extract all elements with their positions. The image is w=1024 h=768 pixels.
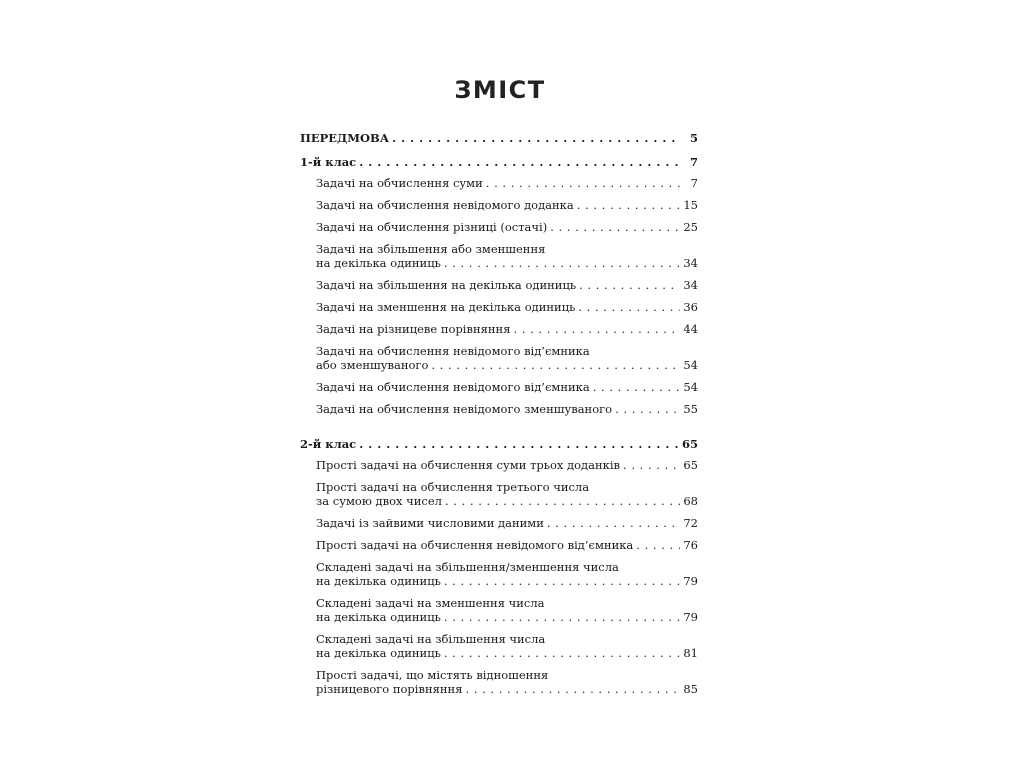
toc-leader-dots <box>465 682 680 696</box>
toc-entry <box>300 380 698 394</box>
toc-page-number: 54 <box>683 380 698 394</box>
toc-entry-text: Задачі на обчислення різниці (остачі) <box>316 220 548 234</box>
toc-entry <box>300 300 698 314</box>
toc-page-number: 65 <box>681 437 698 451</box>
toc-entry <box>300 668 698 696</box>
toc-entry-text: Складені задачі на зменшення числа <box>316 596 545 610</box>
toc-entry-text: Задачі на обчислення невідомого зменшуваного <box>316 402 613 416</box>
toc-leader-dots <box>615 402 680 416</box>
toc-section-title: 1-й клас <box>300 155 357 169</box>
toc-section-title: ПЕРЕДМОВА <box>300 131 390 145</box>
toc-entry <box>300 220 698 234</box>
toc-page-number: 36 <box>683 300 698 314</box>
toc-page-number: 79 <box>683 610 698 624</box>
toc-page-number: 76 <box>683 538 698 552</box>
toc-page-number: 68 <box>683 494 698 508</box>
toc-leader-dots <box>550 220 680 234</box>
toc-entry <box>300 458 698 472</box>
toc-entry-text: різницевого порівняння <box>316 682 463 696</box>
toc-entry <box>300 242 698 270</box>
toc-leader-dots <box>445 494 680 508</box>
toc-leader-dots <box>623 458 680 472</box>
toc-entry <box>300 632 698 660</box>
toc-entry-text: на декілька одиниць <box>316 646 441 660</box>
toc-leader-dots <box>579 278 680 292</box>
toc-page-number: 85 <box>683 682 698 696</box>
toc-entry-text: Задачі на різницеве порівняння <box>316 322 511 336</box>
toc-leader-dots <box>513 322 680 336</box>
toc-page-number: 5 <box>689 131 698 145</box>
toc-entry-text: або зменшуваного <box>316 358 429 372</box>
toc-page-number: 55 <box>683 402 698 416</box>
toc-entry <box>300 560 698 588</box>
toc-entry-text: на декілька одиниць <box>316 610 441 624</box>
toc-entry-text: Прості задачі на обчислення третього числа <box>316 480 590 494</box>
toc-page-number: 81 <box>683 646 698 660</box>
toc-leader-dots <box>444 574 681 588</box>
toc-leader-dots <box>593 380 681 394</box>
toc-page-number: 25 <box>683 220 698 234</box>
toc-entry-text: Задачі на обчислення невідомого від’ємника <box>316 344 590 358</box>
toc-entry-text: Задачі на обчислення суми <box>316 176 483 190</box>
toc-leader-dots <box>636 538 680 552</box>
toc-page-number: 34 <box>683 278 698 292</box>
toc-entry-text: Складені задачі на збільшення числа <box>316 632 546 646</box>
toc-entry-text: на декілька одиниць <box>316 256 441 270</box>
toc-entry-text: Задачі на обчислення невідомого доданка <box>316 198 574 212</box>
toc-entry-text: Складені задачі на збільшення/зменшення числа <box>316 560 619 574</box>
toc-section-title: 2-й клас <box>300 437 357 451</box>
toc-leader-dots <box>547 516 680 530</box>
toc-page-number: 34 <box>683 256 698 270</box>
toc-entry-text: Задачі на збільшення або зменшення <box>316 242 546 256</box>
toc-leader-dots <box>577 198 681 212</box>
toc-entry <box>300 596 698 624</box>
toc-section-heading <box>300 131 698 145</box>
toc-page-number: 15 <box>683 198 698 212</box>
toc-page-number: 54 <box>683 358 698 372</box>
toc-entry-text: за сумою двох чисел <box>316 494 442 508</box>
toc-entry <box>300 176 698 190</box>
toc-entry <box>300 538 698 552</box>
toc-leader-dots <box>444 610 681 624</box>
toc-entry-text: Прості задачі на обчислення суми трьох доданків <box>316 458 621 472</box>
toc-page-number: 72 <box>683 516 698 530</box>
table-of-contents <box>300 131 698 696</box>
toc-leader-dots <box>486 176 681 190</box>
toc-entry-text: Задачі на обчислення невідомого від’ємника <box>316 380 590 394</box>
toc-entry <box>300 198 698 212</box>
toc-leader-dots <box>359 437 679 451</box>
toc-entry <box>300 516 698 530</box>
toc-entry-text: Прості задачі на обчислення невідомого від’ємника <box>316 538 634 552</box>
toc-page-number: 7 <box>690 176 698 190</box>
toc-entry <box>300 402 698 416</box>
toc-entry-text: Задачі на збільшення на декілька одиниць <box>316 278 577 292</box>
toc-entry <box>300 278 698 292</box>
toc-leader-dots <box>392 131 681 145</box>
toc-entry <box>300 344 698 372</box>
toc-leader-dots <box>444 256 681 270</box>
toc-page-number: 44 <box>683 322 698 336</box>
page-title: ЗМІСТ <box>454 76 546 104</box>
toc-entry-text: Задачі на зменшення на декілька одиниць <box>316 300 576 314</box>
toc-page-number: 7 <box>689 155 698 169</box>
toc-leader-dots <box>359 155 681 169</box>
toc-entry-text: Прості задачі, що містять відношення <box>316 668 549 682</box>
toc-entry <box>300 322 698 336</box>
toc-section-heading <box>300 437 698 451</box>
toc-leader-dots <box>444 646 681 660</box>
toc-page-number: 65 <box>683 458 698 472</box>
toc-entry-text: Задачі із зайвими числовими даними <box>316 516 544 530</box>
toc-entry <box>300 480 698 508</box>
toc-section-heading <box>300 155 698 169</box>
toc-entry-text: на декілька одиниць <box>316 574 441 588</box>
toc-leader-dots <box>578 300 680 314</box>
toc-page-number: 79 <box>683 574 698 588</box>
toc-leader-dots <box>431 358 680 372</box>
